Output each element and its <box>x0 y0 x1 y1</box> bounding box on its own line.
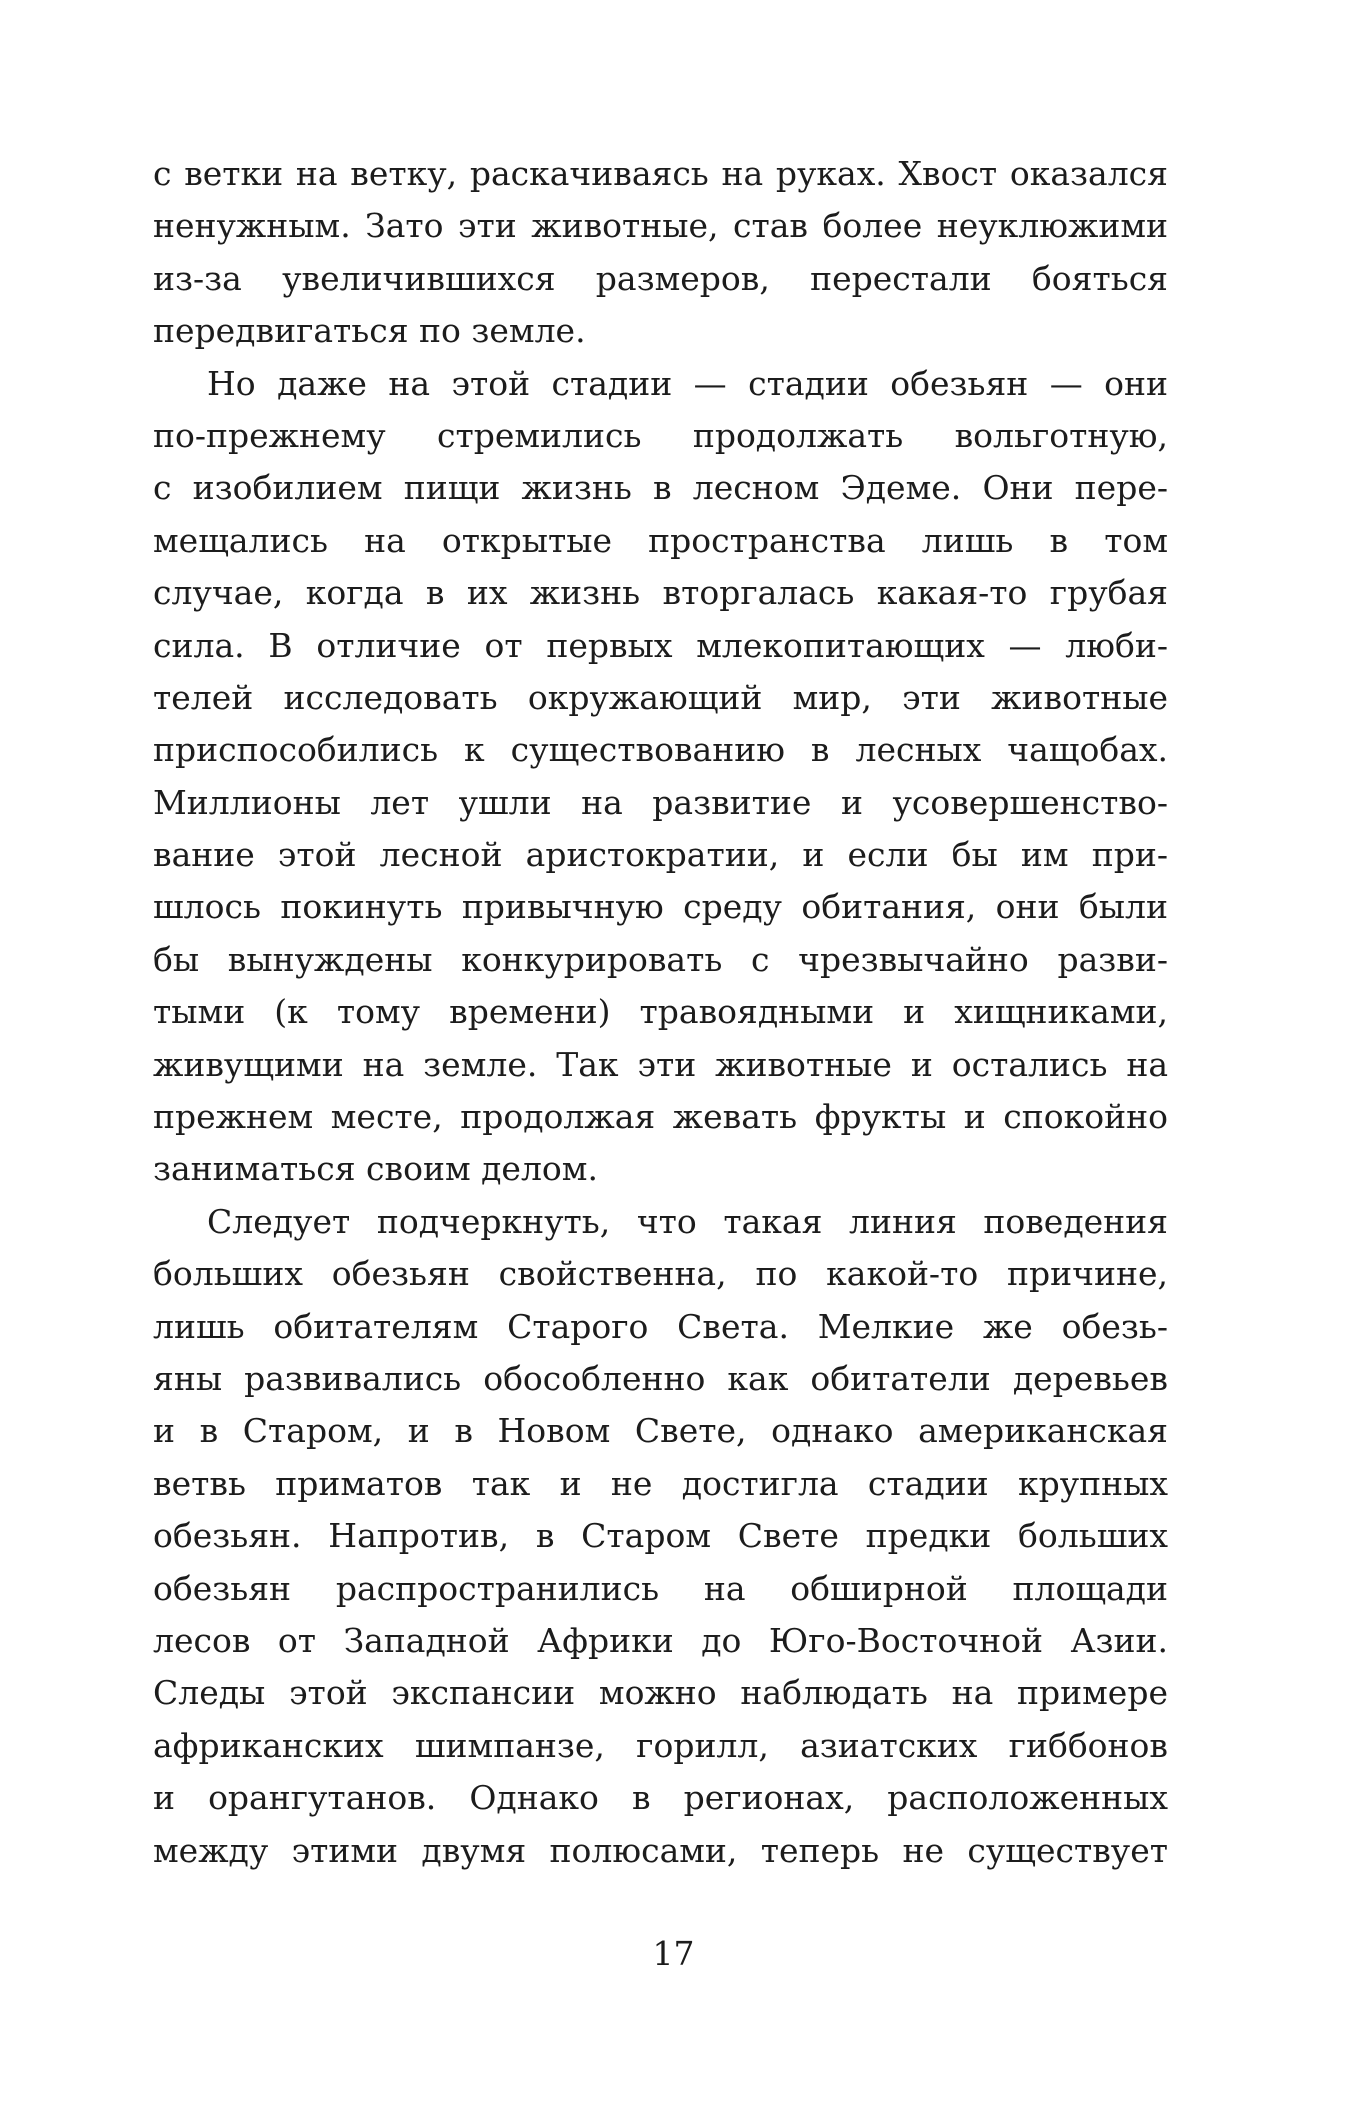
text-line: с изобилием пищи жизнь в лесном Эдеме. Они пере- <box>153 468 1168 508</box>
text-line: прежнем месте, продолжая жевать фрукты и спокойно <box>153 1097 1168 1137</box>
text-line: Миллионы лет ушли на развитие и усовершенство- <box>153 782 1168 822</box>
text-line: ненужным. Зато эти животные, став более неуклюжими <box>153 206 1168 246</box>
text-line: шлось покинуть привычную среду обитания, они были <box>153 887 1168 927</box>
text-line: приспособились к существованию в лесных чащобах. <box>153 730 1168 770</box>
text-line: мещались на открытые пространства лишь в том <box>153 520 1168 560</box>
text-line: яны развивались обособленно как обитатели деревьев <box>153 1358 1168 1398</box>
text-line: тыми (к тому времени) травоядными и хищниками, <box>153 992 1168 1032</box>
text-line: Следы этой экспансии можно наблюдать на примере <box>153 1673 1168 1713</box>
page-number: 17 <box>652 1934 695 1973</box>
text-line: обезьян. Напротив, в Старом Свете предки больших <box>153 1516 1168 1556</box>
text-line: обезьян распространились на обширной площади <box>153 1568 1168 1608</box>
text-line: по-прежнему стремились продолжать вольготную, <box>153 415 1168 455</box>
text-line: случае, когда в их жизнь вторгалась какая-то грубая <box>153 573 1168 613</box>
text-line: заниматься своим делом. <box>153 1149 598 1189</box>
page-text <box>153 148 1168 1877</box>
text-line: между этими двумя полюсами, теперь не существует <box>153 1830 1168 1870</box>
text-line: больших обезьян свойственна, по какой-то причине, <box>153 1254 1168 1294</box>
text-line: из-за увеличившихся размеров, перестали бояться <box>153 258 1168 298</box>
text-line: африканских шимпанзе, горилл, азиатских гиббонов <box>153 1725 1168 1765</box>
text-line: сила. В отличие от первых млекопитающих — люби- <box>153 625 1168 665</box>
text-line: с ветки на ветку, раскачиваясь на руках. Хвост оказался <box>153 154 1168 193</box>
text-line: Но даже на этой стадии — стадии обезьян — они <box>207 363 1168 403</box>
text-line: и орангутанов. Однако в регионах, расположенных <box>153 1778 1168 1818</box>
text-line: ветвь приматов так и не достигла стадии крупных <box>153 1463 1168 1503</box>
text-line: бы вынуждены конкурировать с чрезвычайно разви- <box>153 939 1168 979</box>
text-line: лесов от Западной Африки до Юго-Восточной Азии. <box>153 1620 1168 1660</box>
text-line: и в Старом, и в Новом Свете, однако американская <box>153 1411 1168 1451</box>
text-line: передвигаться по земле. <box>153 311 586 351</box>
text-line: лишь обитателям Старого Света. Мелкие же обезь- <box>153 1306 1168 1346</box>
text-line: вание этой лесной аристократии, и если бы им при- <box>153 835 1168 875</box>
text-line: телей исследовать окружающий мир, эти животные <box>153 677 1168 717</box>
text-line: живущими на земле. Так эти животные и остались на <box>153 1044 1168 1084</box>
text-line: Следует подчеркнуть, что такая линия поведения <box>207 1201 1168 1241</box>
